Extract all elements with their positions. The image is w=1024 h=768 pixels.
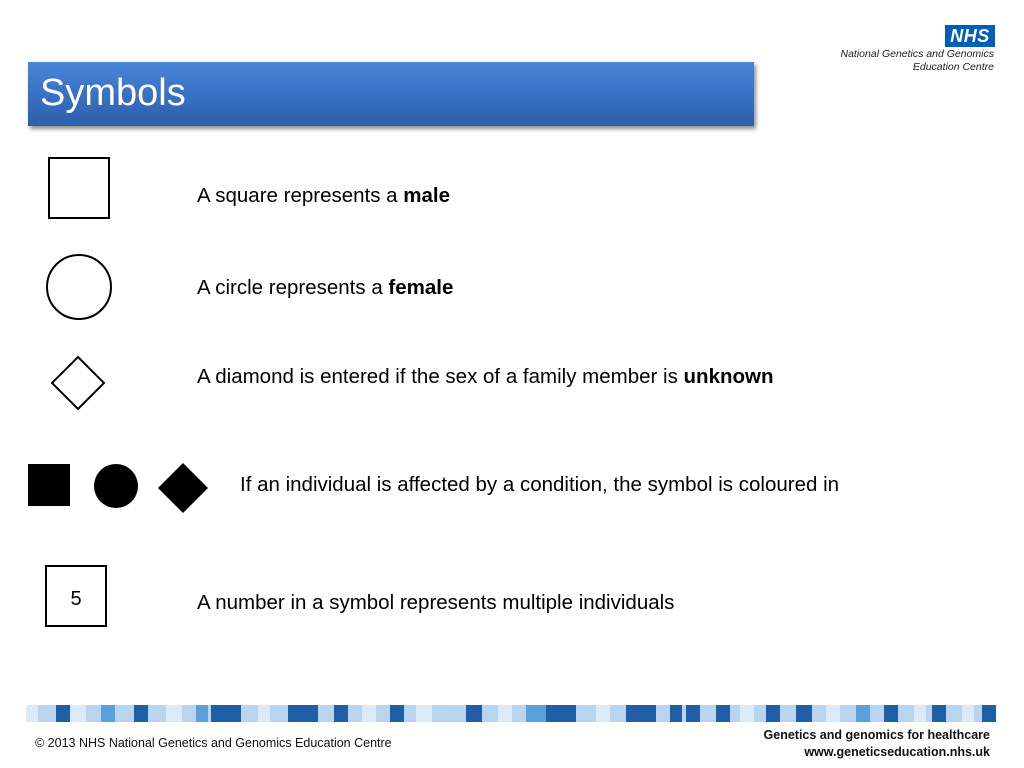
male-square-symbol: [48, 157, 110, 219]
org-name-line-1: National Genetics and Genomics: [840, 48, 994, 60]
unknown-emphasis: unknown: [683, 365, 774, 388]
male-emphasis: male: [403, 184, 450, 207]
decorative-stripe-bar: [26, 705, 996, 722]
female-description-text: A circle represents a: [197, 276, 389, 299]
affected-diamond-symbol: [157, 462, 209, 514]
female-circle-symbol: [46, 254, 112, 320]
female-emphasis: female: [388, 276, 454, 299]
footer-info: [764, 727, 990, 761]
footer-url[interactable]: www.geneticseducation.nhs.uk: [804, 745, 990, 759]
multiple-individuals-symbol: [45, 565, 107, 627]
symbol-number: 5: [70, 588, 82, 610]
organisation-name: [734, 48, 994, 74]
copyright-notice: © 2013 NHS National Genetics and Genomics Education Centre: [35, 736, 392, 750]
org-name-line-2: Education Centre: [912, 61, 994, 73]
unknown-diamond-symbol: [50, 355, 106, 411]
title-bar: [28, 62, 754, 126]
male-description: [197, 184, 450, 208]
male-description-text: A square represents a: [197, 184, 404, 207]
multiple-description: A number in a symbol represents multiple individuals: [197, 591, 675, 614]
unknown-description: [197, 365, 774, 389]
unknown-description-text: A diamond is entered if the sex of a family member is: [197, 365, 684, 388]
nhs-logo: NHS: [945, 25, 995, 47]
affected-description: If an individual is affected by a condition, the symbol is coloured in: [240, 473, 840, 496]
slide-title: Symbols: [40, 72, 186, 114]
affected-circle-symbol: [94, 464, 138, 508]
affected-square-symbol: [28, 464, 70, 506]
footer-tagline: Genetics and genomics for healthcare: [763, 728, 990, 742]
female-description: [197, 276, 453, 300]
